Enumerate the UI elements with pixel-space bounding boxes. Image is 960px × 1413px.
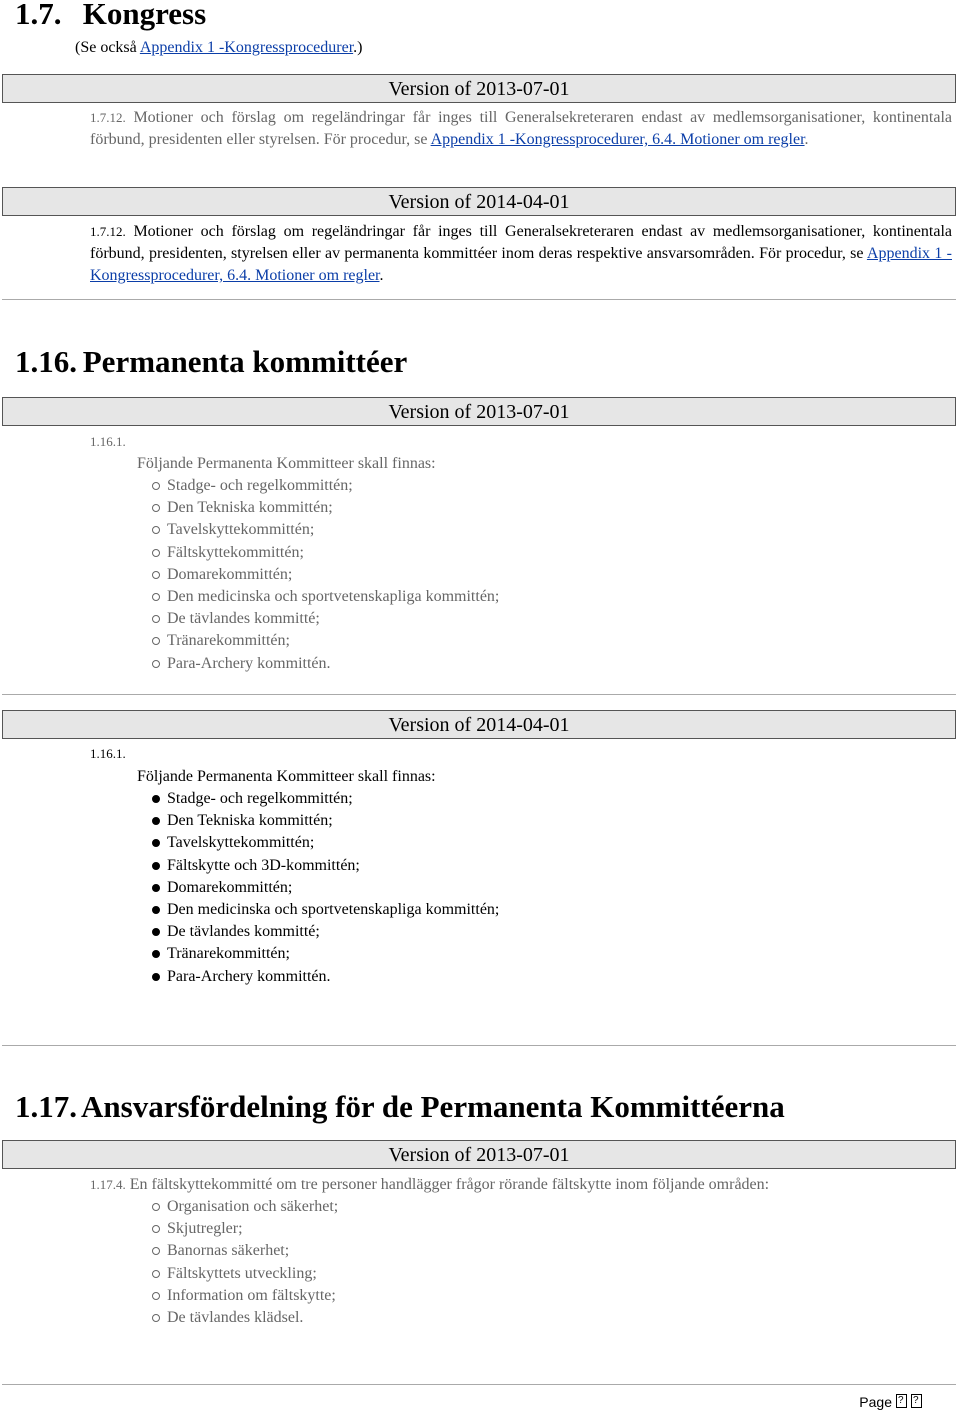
list-item — [152, 630, 499, 652]
list-item — [152, 855, 499, 877]
list-item-text: Para-Archery kommittén. — [167, 967, 331, 985]
list-item-text: Den medicinska och sportvetenskapliga kommittén; — [167, 900, 500, 918]
section-number: 1.7. — [15, 0, 62, 31]
list-item-text: Information om fältskytte; — [167, 1286, 336, 1304]
list-item-text: Tränarekommittén; — [167, 945, 290, 963]
bullet-icon — [152, 1270, 160, 1278]
clause-number: 1.7.12. — [90, 110, 126, 125]
list-item — [152, 653, 499, 675]
list-item-text: Den Tekniska kommittén; — [167, 499, 333, 517]
list-item-text: Den Tekniska kommittén; — [167, 812, 333, 830]
clause-1-7-12-old: 1.7.12. Motioner och förslag om regeländringar får inges till Generalsekreteraren endast av medlemsorganisationer, kontinentala förbund, presidenten eller styrelsen. För procedur, se Appendix 1 -Kongressprocedurer, 6.4. Motioner om regler. — [90, 109, 952, 148]
section-heading-1-17 — [15, 1090, 785, 1124]
list-item-text: Stadge- och regelkommittén; — [167, 790, 353, 807]
list-item-text: De tävlandes kommitté; — [167, 923, 320, 941]
bullet-icon — [152, 906, 160, 914]
divider — [2, 1384, 956, 1385]
list-item — [152, 608, 499, 630]
list-item-text: Fältskytte och 3D-kommittén; — [167, 856, 360, 874]
list-item — [152, 1263, 338, 1285]
list-item — [152, 1285, 338, 1307]
list-item-text: Stadge- och regelkommittén; — [167, 477, 353, 494]
list-item — [152, 519, 499, 541]
clause-number: 1.17.4. — [90, 1177, 126, 1192]
list-item-text: Para-Archery kommittén. — [167, 654, 331, 672]
list-item — [152, 586, 499, 608]
list-item-text: Fältskyttekommittén; — [167, 543, 304, 561]
clause-text: Motioner och förslag om regeländringar får inges till Generalsekreteraren endast av medlemsorganisationer, kontinentala förbund, presidenten eller styrelsen. För procedur, se — [90, 109, 952, 148]
bullet-icon — [152, 660, 160, 668]
bullet-icon — [152, 593, 160, 601]
bullet-icon — [152, 884, 160, 892]
clause-intro: Följande Permanenta Kommitteer skall finnas: — [137, 455, 436, 472]
bullet-icon — [152, 549, 160, 557]
version-header: Version of 2013-07-01 — [2, 1140, 956, 1169]
page-count-glyph — [911, 1394, 922, 1408]
section-number: 1.16. — [15, 344, 77, 379]
clause-text: Motioner och förslag om regeländringar får inges till Generalsekreteraren endast av medlemsorganisationer, kontinentala förbund, presidenten, styrelsen eller av permanenta kommittéer inom deras respektive ansvarsområden. För procedur, se — [90, 223, 952, 262]
list-item-text: De tävlandes kommitté; — [167, 610, 320, 628]
committee-list — [152, 475, 499, 675]
list-item — [152, 810, 499, 832]
version-header: Version of 2013-07-01 — [2, 74, 956, 103]
clause-number: 1.7.12. — [90, 224, 126, 239]
divider — [2, 299, 956, 300]
version-header: Version of 2013-07-01 — [2, 397, 956, 426]
list-item — [152, 921, 499, 943]
appendix-link[interactable]: Appendix 1 -Kongressprocedurer, 6.4. Motioner om regler — [90, 245, 952, 284]
see-also-note: (Se också Appendix 1 -Kongressprocedurer.) — [75, 39, 363, 56]
bullet-icon — [152, 615, 160, 623]
bullet-icon — [152, 1203, 160, 1211]
version-header: Version of 2014-04-01 — [2, 187, 956, 216]
section-title: Permanenta kommittéer — [82, 344, 408, 379]
page-number-glyph — [896, 1394, 907, 1408]
bullet-icon — [152, 973, 160, 981]
section-title: Ansvarsfördelning för de Permanenta Kommittéerna — [81, 1089, 785, 1124]
section-title: Kongress — [82, 0, 207, 31]
list-item-text: Skjutregler; — [167, 1220, 243, 1238]
list-item — [152, 966, 499, 988]
clause-intro: En fältskyttekommitté om tre personer handlägger frågor rörande fältskytte inom följande områden: — [129, 1176, 770, 1193]
list-item-text: Domarekommittén; — [167, 878, 293, 896]
bullet-icon — [152, 817, 160, 825]
clause-1-7-12-new: 1.7.12. Motioner och förslag om regeländringar får inges till Generalsekreteraren endast av medlemsorganisationer, kontinentala förbund, presidenten, styrelsen eller av permanenta kommittéer inom deras respektive ansvarsområden. För procedur, se Appendix 1 -Kongressprocedurer, 6.4. Motioner om regler. — [90, 223, 952, 284]
list-item — [152, 1307, 338, 1329]
list-item-text: Tavelskyttekommittén; — [167, 834, 315, 852]
bullet-icon — [152, 950, 160, 958]
bullet-icon — [152, 1247, 160, 1255]
list-item-text: Organisation och säkerhet; — [167, 1198, 339, 1215]
area-list — [152, 1196, 338, 1329]
list-item-text: Tränarekommittén; — [167, 632, 290, 650]
bullet-icon — [152, 839, 160, 847]
bullet-icon — [152, 862, 160, 870]
committee-list — [152, 788, 499, 988]
clause-number: 1.16.1. — [90, 434, 126, 449]
list-item — [152, 564, 499, 586]
section-heading-1-7 — [15, 0, 206, 31]
bullet-icon — [152, 571, 160, 579]
list-item — [152, 1196, 338, 1218]
bullet-icon — [152, 795, 160, 803]
list-item-text: Banornas säkerhet; — [167, 1242, 290, 1260]
list-item-text: Den medicinska och sportvetenskapliga kommittén; — [167, 587, 500, 605]
page-label: Page — [859, 1394, 892, 1410]
list-item — [152, 1218, 338, 1240]
bullet-icon — [152, 1314, 160, 1322]
appendix-link[interactable]: Appendix 1 -Kongressprocedurer, 6.4. Motioner om regler — [430, 131, 805, 148]
appendix-link[interactable]: Appendix 1 -Kongressprocedurer — [139, 39, 354, 56]
divider — [2, 694, 956, 695]
page-footer — [859, 1393, 922, 1411]
list-item — [152, 542, 499, 564]
bullet-icon — [152, 1225, 160, 1233]
clause-1-17-4 — [90, 1174, 952, 1196]
list-item-text: Fältskyttets utveckling; — [167, 1264, 317, 1282]
clause-intro: Följande Permanenta Kommitteer skall finnas: — [137, 768, 436, 785]
list-item — [152, 475, 499, 497]
version-header: Version of 2014-04-01 — [2, 710, 956, 739]
list-item-text: Tavelskyttekommittén; — [167, 521, 315, 539]
section-number: 1.17. — [15, 1089, 77, 1124]
list-item — [152, 877, 499, 899]
list-item-text: De tävlandes klädsel. — [167, 1308, 304, 1326]
divider — [2, 1045, 956, 1046]
bullet-icon — [152, 482, 160, 490]
clause-number: 1.16.1. — [90, 746, 126, 761]
list-item — [152, 1240, 338, 1262]
list-item — [152, 788, 499, 810]
list-item — [152, 899, 499, 921]
bullet-icon — [152, 928, 160, 936]
bullet-icon — [152, 1292, 160, 1300]
bullet-icon — [152, 526, 160, 534]
list-item — [152, 497, 499, 519]
section-heading-1-16 — [15, 345, 407, 379]
list-item — [152, 832, 499, 854]
list-item-text: Domarekommittén; — [167, 565, 293, 583]
list-item — [152, 943, 499, 965]
bullet-icon — [152, 637, 160, 645]
bullet-icon — [152, 504, 160, 512]
